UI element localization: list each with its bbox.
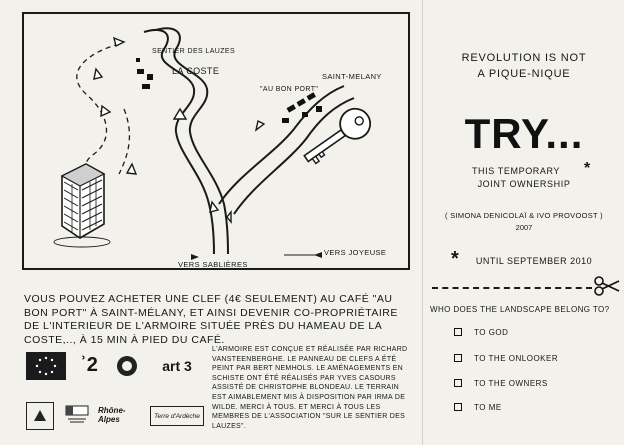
authors: ( SIMONA DENICOLAÏ & IVO PROVOOST ) [445, 211, 603, 220]
headline-line-2: A PIQUE-NIQUE [477, 68, 571, 80]
cut-line [432, 287, 592, 289]
try-title: TRY... [464, 110, 584, 157]
rhone-alpes-logo: Rhône-Alpes [98, 406, 126, 424]
checkbox-icon [454, 379, 462, 387]
option-to-me[interactable]: TO ME [454, 400, 502, 414]
fold-line [422, 0, 423, 445]
right-panel [424, 0, 624, 445]
main-description: VOUS POUVEZ ACHETER UNE CLEF (4€ SEULEMENT) AU CAFÉ "AU BON PORT" À SAINT-MÉLANY, ET AINSI DEVENIR CO-PROPRIÉTAIRE DE L'INTERIEUR DE L'ARMOIRE SITUÉE PRÈS DU HAMEAU DE LA COSTE,.., À 15 MIN À PIED DU CAFÉ. [24, 293, 398, 346]
parc-logo-icon [112, 350, 142, 382]
label-au-bon-port: "AU BON PORT" [260, 86, 319, 93]
map-drawing [22, 12, 410, 270]
option-to-the-owners[interactable]: TO THE OWNERS [454, 376, 548, 390]
ministry-logo-icon [26, 402, 54, 430]
option-to-god[interactable]: TO GOD [454, 325, 508, 339]
subtitle-line-1: THIS TEMPORARY [471, 166, 561, 176]
asterisk-icon-2: * [451, 248, 459, 270]
checkbox-icon [454, 403, 462, 411]
label-la-coste: LA COSTE [172, 66, 220, 76]
sponsor-logos [26, 348, 206, 438]
asterisk-icon: * [584, 160, 591, 177]
label-vers-joyeuse: VERS JOYEUSE [324, 248, 387, 257]
option-to-the-onlooker[interactable]: TO THE ONLOOKER [454, 351, 558, 365]
republic-logo-icon [62, 398, 92, 428]
terre-ardeche-logo: Terre d'Ardèche [150, 406, 204, 426]
checkbox-icon [454, 354, 462, 362]
headline-line-1: REVOLUTION IS NOT [461, 52, 587, 64]
scissors-icon [594, 276, 620, 301]
label-saint-melany: SAINT-MELANY [322, 72, 382, 81]
question: WHO DOES THE LANDSCAPE BELONG TO? [430, 305, 610, 314]
until-date: UNTIL SEPTEMBER 2010 [475, 256, 593, 266]
credits-text: L'ARMOIRE EST CONÇUE ET RÉALISÉE PAR RICHARD VANSTEENBERGHE. LE PANNEAU DE CLEFS A ÉTÉ PEINT PAR BERT NEMHOLS. LE AMÉNAGEMENTS EN SCHISTE ONT ÉTÉ RÉALISÉS PAR YVES CASOURS ASSISTÉ DE CHRISTOPHE BLONDEAU. LE TERRAIN EST AIMABLEMENT MIS À DISPOSITION PAR IRMA DE WILDE. MERCI À TOUS. ET MERCI À TOUS LES MEMBRES DE L'ASSOCIATION "SUR LE SENTIER DES LAUZES". [212, 346, 408, 430]
checkbox-icon [454, 328, 462, 336]
year: 2007 [515, 223, 533, 232]
region-logo-icon: ʾ2 [80, 353, 98, 376]
art3-logo: art 3 [162, 358, 192, 374]
subtitle-line-2: JOINT OWNERSHIP [477, 179, 571, 189]
label-vers-sablieres: VERS SABLIÈRES [178, 260, 248, 269]
label-sentier-des-lauzes: SENTIER DES LAUZES [152, 48, 236, 55]
eu-flag-icon [26, 352, 66, 380]
